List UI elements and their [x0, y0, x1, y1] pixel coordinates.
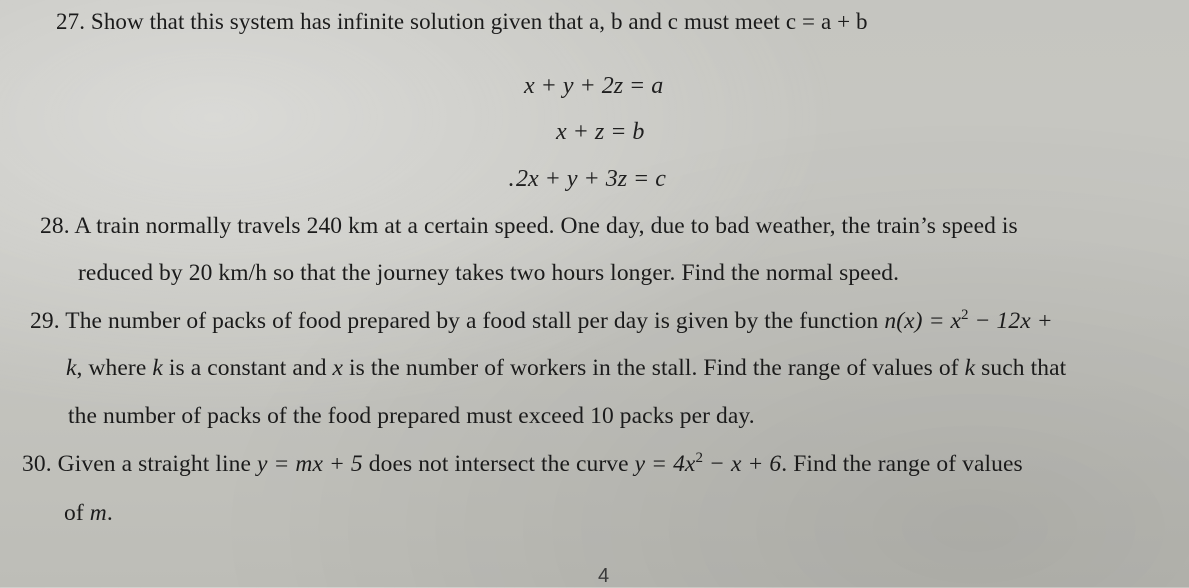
question-28-number: 28.: [40, 213, 70, 239]
question-30-exponent: 2: [695, 450, 704, 467]
equation-2: x + z = b: [556, 119, 645, 145]
question-30-number: 30.: [22, 451, 52, 477]
question-29-k: k: [964, 355, 976, 381]
question-29-text-2b: is a constant and: [162, 355, 333, 381]
page-number: 4: [598, 565, 610, 587]
question-30-text-2b: .: [106, 500, 113, 526]
question-28-line-1: [40, 212, 1018, 240]
equation-1: x + y + 2z = a: [524, 73, 664, 99]
question-27: [56, 8, 868, 36]
question-30-line-2: [64, 499, 113, 527]
question-29-number: 29.: [30, 308, 60, 334]
question-29-text-1: The number of packs of food prepared by a food stall per day is given by the function: [65, 308, 885, 334]
question-28-text-1: A train normally travels 240 km at a certain speed. One day, due to bad weather, the train’s speed is: [74, 213, 1018, 239]
question-28-line-2: reduced by 20 km/h so that the journey takes two hours longer. Find the normal speed.: [78, 260, 900, 286]
question-29-line-1: [30, 307, 1053, 335]
question-30-line-equation: y = mx + 5: [256, 451, 363, 477]
question-30-text-1b: does not intersect the curve: [362, 451, 635, 477]
question-29-k: k: [66, 355, 77, 381]
question-27-text: Show that this system has infinite solution given that a, b and c must meet c = a + b: [90, 9, 868, 34]
equation-3-text: 2x + y + 3z = c: [516, 166, 666, 192]
question-30-text-1a: Given a straight line: [57, 451, 257, 477]
question-30-m: m: [89, 500, 107, 526]
question-29-line-3: the number of packs of the food prepared must exceed 10 packs per day.: [68, 403, 755, 429]
question-30-text-1c: . Find the range of values: [781, 451, 1023, 477]
question-29-text-2d: such that: [975, 355, 1067, 381]
question-29-x: x: [332, 355, 344, 381]
question-30-curve-equation: y = 4x: [634, 451, 696, 477]
question-27-number: 27.: [56, 9, 86, 34]
question-29-text-2a: , where: [76, 355, 153, 381]
question-29-line-2: [66, 354, 1066, 382]
question-29-function-tail: − 12x +: [968, 308, 1053, 334]
question-29-function: n(x) = x: [884, 308, 962, 334]
question-30-text-2a: of: [64, 500, 90, 526]
question-29-k: k: [152, 355, 163, 381]
equation-3: [508, 165, 666, 193]
question-30-line-1: [22, 450, 1023, 478]
question-29-text-2c: is the number of workers in the stall. Find the range of values of: [343, 355, 965, 381]
question-29-exponent: 2: [961, 307, 969, 324]
question-30-curve-equation-tail: − x + 6: [703, 451, 782, 477]
equation-3-dot: .: [508, 166, 514, 192]
